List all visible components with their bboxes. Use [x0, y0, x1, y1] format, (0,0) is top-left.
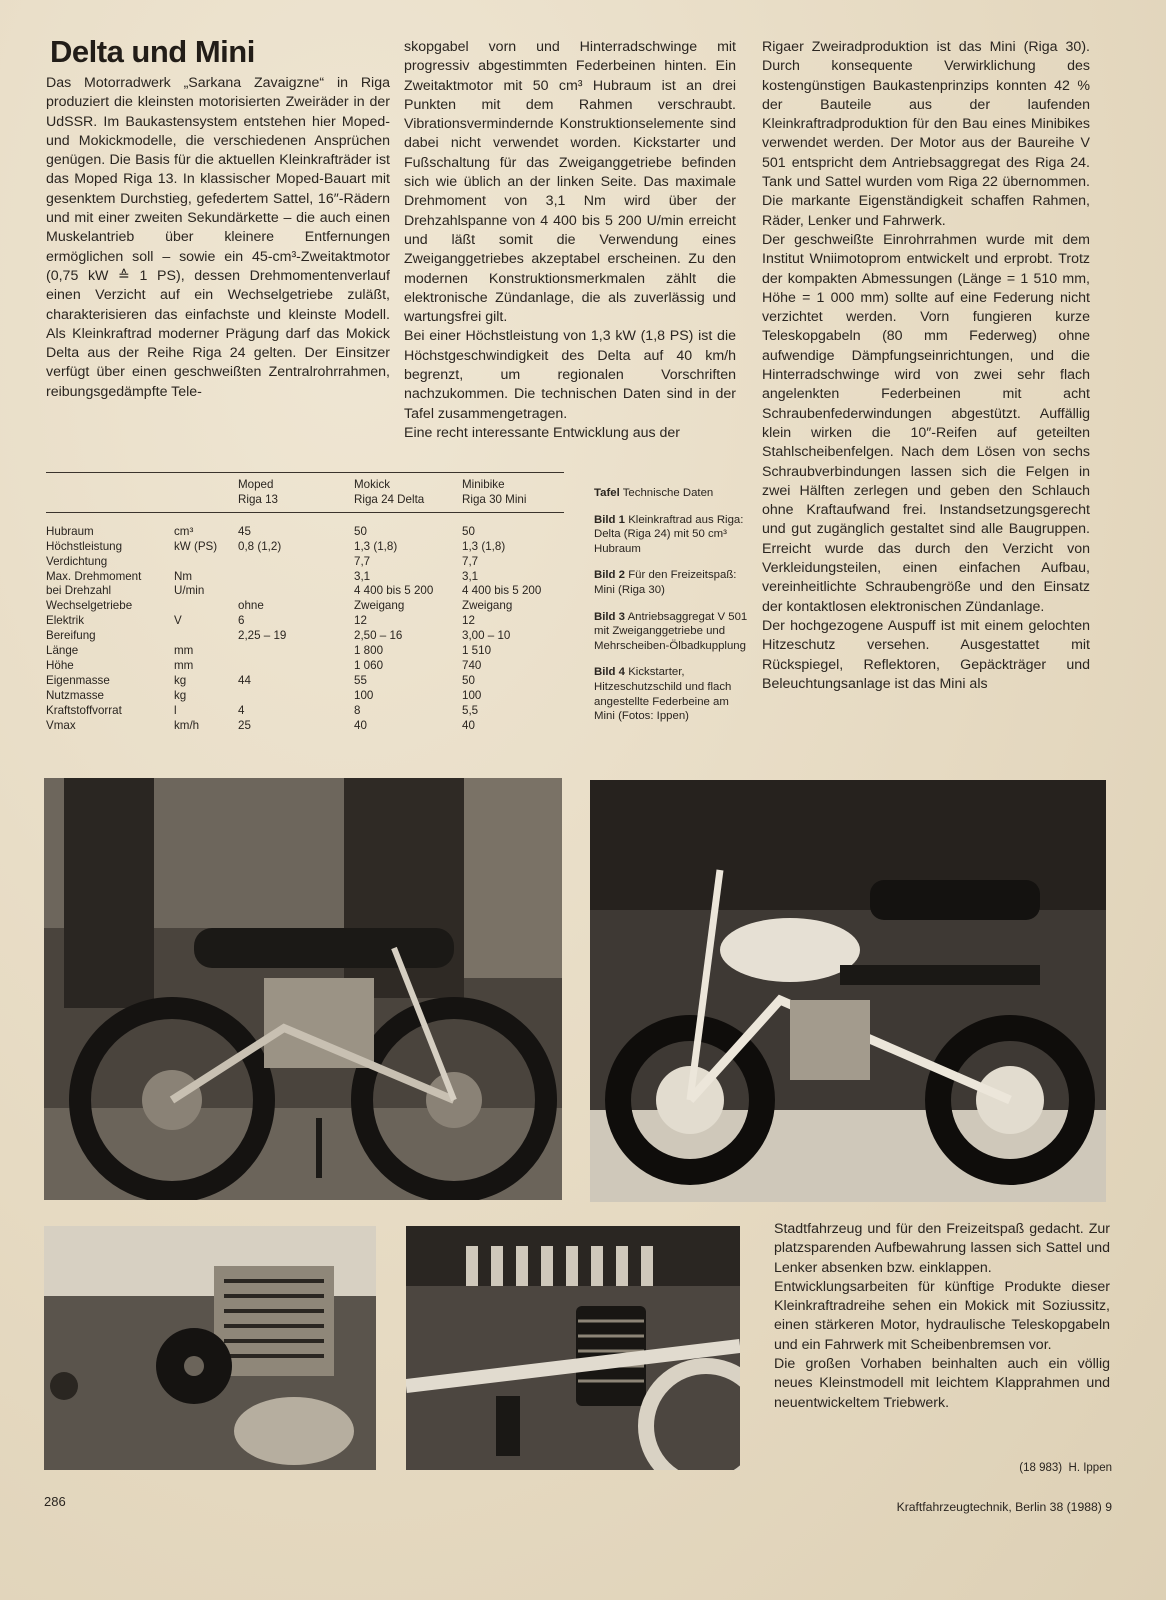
photo-mini-image — [590, 780, 1106, 1202]
photo-engine-v501 — [44, 1226, 376, 1470]
table-row — [46, 644, 564, 659]
signature-author: H. Ippen — [1068, 1462, 1112, 1474]
table-cell — [238, 689, 354, 704]
signature-code: (18 983) — [1019, 1462, 1063, 1474]
table-cell: bei Drehzahl — [46, 584, 112, 598]
text-column-3 — [762, 38, 1090, 694]
table-cell: 1,3 (1,8) — [354, 539, 398, 553]
table-cell: mm — [174, 658, 194, 672]
table-cell: 1,3 (1,8) — [462, 539, 506, 553]
caption-bild-2: Bild 2 Für den Freizeitspaß: Mini (Riga 30) — [594, 569, 737, 596]
table-top-rule — [46, 472, 564, 473]
table-cell: 740 — [462, 658, 482, 672]
table-header-cell — [46, 478, 174, 512]
table-cell: Nutzmasse — [46, 688, 104, 702]
paragraph: Bei einer Höchstleistung von 1,3 kW (1,8 PS) ist die Höchstgeschwindigkeit des Delta auf 40 km/h begrenzt, um regionalen Vorschriften nachzukommen. Die technischen Daten sind in der Tafel zusammengetragen. — [404, 328, 736, 422]
table-row — [46, 540, 564, 555]
spec-table — [46, 478, 564, 734]
table-cell: 3,1 — [462, 569, 479, 583]
table-cell: Hubraum — [46, 524, 94, 538]
table-cell — [238, 555, 354, 570]
table-row — [46, 584, 564, 599]
table-cell: ohne — [238, 599, 264, 613]
table-cell: 4 400 bis 5 200 — [354, 584, 434, 598]
table-row — [46, 719, 564, 734]
paragraph: Der hochgezogene Auspuff ist mit einem gelochten Hitzeschutz versehen. Ausgestattet mit Rückspiegel, Reflektoren, Gepäckträger und Beleuchtungsanlage ist das Mini als — [762, 617, 1090, 692]
table-cell: 25 — [238, 718, 251, 732]
journal-citation: Kraftfahrzeugtechnik, Berlin 38 (1988) 9 — [896, 1500, 1112, 1514]
table-cell — [238, 570, 354, 585]
table-cell — [174, 599, 238, 614]
table-header-cell: Mokick Riga 24 Delta — [354, 478, 425, 506]
table-cell: 44 — [238, 673, 251, 687]
text-column-4 — [774, 1220, 1110, 1413]
table-cell: U/min — [174, 584, 205, 598]
table-cell: 6 — [238, 614, 245, 628]
table-cell — [238, 584, 354, 599]
paragraph: Der geschweißte Einrohrrahmen wurde mit dem Institut Wniimotoprom entwickelt und erprobt. Trotz der kompakten Abmessungen (Länge = 1 510 mm, Höhe = 1 000 mm) sollte auf eine Federung nicht verzichtet werden. Vorn fungieren kurze Teleskopgabeln (80 mm Federweg) ohne aufwendige Dämpfungseinrichtungen, und die Hinterradschwinge wird von zwei sehr flach angelenkten Federbeinen mit acht Schraubenfederwindungen abgestützt. Auffällig klein wirken die 10″-Reifen auf geteilten Stahlscheibenfelgen. Nach dem Lösen von sechs Schraubverbindungen lassen sich die Felgen in zwei Hälften zerlegen und geben den Schlauch ohne Kraftaufwand frei. Instandsetzungsgerecht und gut zugänglich gestaltet sind alle Baugruppen. Erreicht wurde das durch den Verzicht von Verkleidungsteilen, einen einfachen Aufbau, vereinheitlichte Schraubengröße und den Einsatz der kontaktlosen elektronischen Zündanlage. — [762, 231, 1090, 615]
captions-block — [594, 486, 752, 724]
photo-credit: (Fotos: Ippen) — [618, 710, 689, 723]
spec-table-body — [46, 512, 564, 733]
table-cell: Nm — [174, 569, 193, 583]
paragraph: skopgabel vorn und Hinterradschwinge mit progressiv abgestimmten Federbeinen hinten. Ein Zweitaktmotor mit 50 cm³ Hubraum ist an drei Punkten mit dem Rahmen verschraubt. Vibrationsvermindernde Konstruktionselemente sind dabei nicht verwendet worden. Kickstarter und Fußschaltung für das Zweiganggetriebe befinden sich wie üblich an der linken Seite. Das maximale Drehmoment von 3,1 Nm wird über der Drehzahlspanne von 4 400 bis 5 200 U/min erreicht und läßt somit die Verwendung eines Zweiganggetriebes akzeptabel erscheinen. Zu den modernen Konstruktionsmerkmalen zählt die elektronische Zündanlage, die als zuverlässig und wartungsfrei gilt. — [404, 39, 736, 326]
table-cell: Wechselgetriebe — [46, 599, 133, 613]
page-number: 286 — [44, 1494, 66, 1509]
table-cell: V — [174, 614, 182, 628]
caption-bild-4: Bild 4 Kickstarter, Hitzeschutzschild und flach angestellte Federbeine am Mini (Fotos: Ippen) — [594, 666, 732, 723]
paragraph: Rigaer Zweiradproduktion ist das Mini (Riga 30). Durch konsequente Verwirklichung des kostengünstigen Baukastenprinzips konnten 42 % der Bauteile aus der laufenden Kleinkraftradproduktion für den Bau eines Minibikes verwendet werden. Der Motor aus der Baureihe V 501 entspricht dem Antriebsaggregat des Riga 24. Tank und Sattel wurden vom Riga 22 übernommen. Die markante Eigenständigkeit schaffen Rahmen, Räder, Lenker und Fahrwerk. — [762, 39, 1090, 229]
table-cell: 55 — [354, 673, 367, 687]
photo-mini-minibike — [590, 780, 1106, 1202]
table-cell: Höhe — [46, 658, 74, 672]
table-cell: Zweigang — [354, 599, 405, 613]
table-header-cell — [174, 478, 238, 512]
photo-delta-image — [44, 778, 562, 1200]
table-cell: 100 — [462, 688, 482, 702]
table-cell: 40 — [462, 718, 475, 732]
paragraph: Die großen Vorhaben beinhalten auch ein völlig neues Kleinstmodell mit leichtem Klapprahmen und neuentwickeltem Triebwerk. — [774, 1356, 1110, 1411]
table-cell: 50 — [354, 524, 367, 538]
paragraph: Das Motorradwerk „Sarkana Zavaigzne“ in Riga produziert die kleinsten motorisierten Zweiräder in der UdSSR. Im Baukastensystem entstehen hier Moped- und Mokickmodelle, die verschiedenen Ansprüchen genügen. Die Basis für die aktuellen Kleinkrafträder ist das Moped Riga 13. In klassischer Moped-Bauart mit gesenktem Durchstieg, gefedertem Sattel, 16″-Rädern und mit einer zweiten Sekundärkette – die auch einen Muskelantrieb über kleinere Entfernungen ermöglichen soll – sowie ein 45-cm³-Zweitaktmotor (0,75 kW ≙ 1 PS), dessen Drehmomentenverlauf einen Verzicht auf ein Wechselgetriebe zuläßt, charakterisieren das einfachste und kleinste Modell. Als Kleinkraftrad moderner Prägung darf das Mokick Delta aus der Reihe Riga 24 gelten. Der Einsitzer verfügt über einen geschweißten Zentralrohrrahmen, reibungsgedämpfte Tele- — [46, 75, 390, 400]
table-cell: Zweigang — [462, 599, 513, 613]
table-cell: Bereifung — [46, 629, 96, 643]
table-row — [46, 512, 564, 539]
table-cell — [238, 644, 354, 659]
table-cell — [238, 659, 354, 674]
table-cell: Max. Drehmoment — [46, 569, 142, 583]
table-cell: 1 510 — [462, 644, 492, 658]
table-row — [46, 659, 564, 674]
table-cell: kW (PS) — [174, 539, 218, 553]
table-row — [46, 674, 564, 689]
photo-delta-motorcycle — [44, 778, 562, 1200]
photo-suspension-image — [406, 1226, 740, 1470]
table-cell: cm³ — [174, 524, 194, 538]
table-cell — [174, 555, 238, 570]
photo-engine-image — [44, 1226, 376, 1470]
table-cell: 50 — [462, 673, 475, 687]
table-row — [46, 555, 564, 570]
table-row — [46, 599, 564, 614]
table-cell: mm — [174, 644, 194, 658]
article-title: Delta und Mini — [50, 34, 255, 69]
text-column-2 — [404, 38, 736, 443]
photo-rear-suspension — [406, 1226, 740, 1470]
paragraph: Stadtfahrzeug und für den Freizeitspaß gedacht. Zur platzsparenden Aufbewahrung lassen sich Sattel und Lenker absenken bzw. einklappen. — [774, 1221, 1110, 1276]
table-cell: Höchstleistung — [46, 539, 123, 553]
table-cell: 12 — [354, 614, 367, 628]
table-cell: 1 060 — [354, 658, 384, 672]
article-signature — [988, 1462, 1112, 1474]
table-header-cell: Minibike Riga 30 Mini — [462, 478, 527, 506]
tafel-caption: Tafel Technische Daten — [594, 487, 714, 499]
caption-bild-3: Bild 3 Antriebsaggregat V 501 mit Zweiganggetriebe und Mehrscheiben-Ölbadkupplung — [594, 610, 748, 652]
table-cell: Länge — [46, 644, 79, 658]
spec-table-wrap — [46, 478, 564, 734]
table-row — [46, 689, 564, 704]
table-cell: 1 800 — [354, 644, 384, 658]
table-cell: 3,1 — [354, 569, 371, 583]
table-cell: 7,7 — [462, 554, 479, 568]
table-cell: 4 — [238, 703, 245, 717]
table-cell: l — [174, 703, 177, 717]
table-cell: kg — [174, 673, 187, 687]
text-column-1 — [46, 74, 390, 402]
table-cell: 2,50 – 16 — [354, 629, 403, 643]
table-cell: km/h — [174, 718, 200, 732]
table-cell: 12 — [462, 614, 475, 628]
table-cell: 2,25 – 19 — [238, 629, 287, 643]
table-row — [46, 614, 564, 629]
paragraph: Entwicklungsarbeiten für künftige Produkte dieser Kleinkraftradreihe sehen ein Mokick mit Soziussitz, einen stärkeren Motor, hydraulische Teleskopgabeln und ein Fahrwerk mit Scheibenbremsen vor. — [774, 1278, 1110, 1353]
caption-bild-1: Bild 1 Kleinkraftrad aus Riga: Delta (Riga 24) mit 50 cm³ Hubraum — [594, 513, 744, 555]
table-cell: 40 — [354, 718, 367, 732]
table-cell: Verdichtung — [46, 554, 108, 568]
table-header-row — [46, 478, 564, 512]
table-row — [46, 570, 564, 585]
table-cell: Elektrik — [46, 614, 85, 628]
table-header-cell: Moped Riga 13 — [238, 478, 278, 506]
table-cell: 100 — [354, 688, 374, 702]
table-cell: 0,8 (1,2) — [238, 539, 282, 553]
table-cell: kg — [174, 688, 187, 702]
table-row — [46, 629, 564, 644]
table-cell: 3,00 – 10 — [462, 629, 511, 643]
table-cell: 50 — [462, 524, 475, 538]
paragraph: Eine recht interessante Entwicklung aus der — [404, 424, 681, 441]
table-cell: 45 — [238, 524, 251, 538]
table-cell: Vmax — [46, 718, 76, 732]
table-row — [46, 704, 564, 719]
table-cell: 8 — [354, 703, 361, 717]
table-cell: 7,7 — [354, 554, 371, 568]
table-cell: 4 400 bis 5 200 — [462, 584, 542, 598]
table-cell: 5,5 — [462, 703, 479, 717]
table-cell: Kraftstoffvorrat — [46, 703, 122, 717]
table-cell — [174, 629, 238, 644]
table-cell: Eigenmasse — [46, 673, 110, 687]
